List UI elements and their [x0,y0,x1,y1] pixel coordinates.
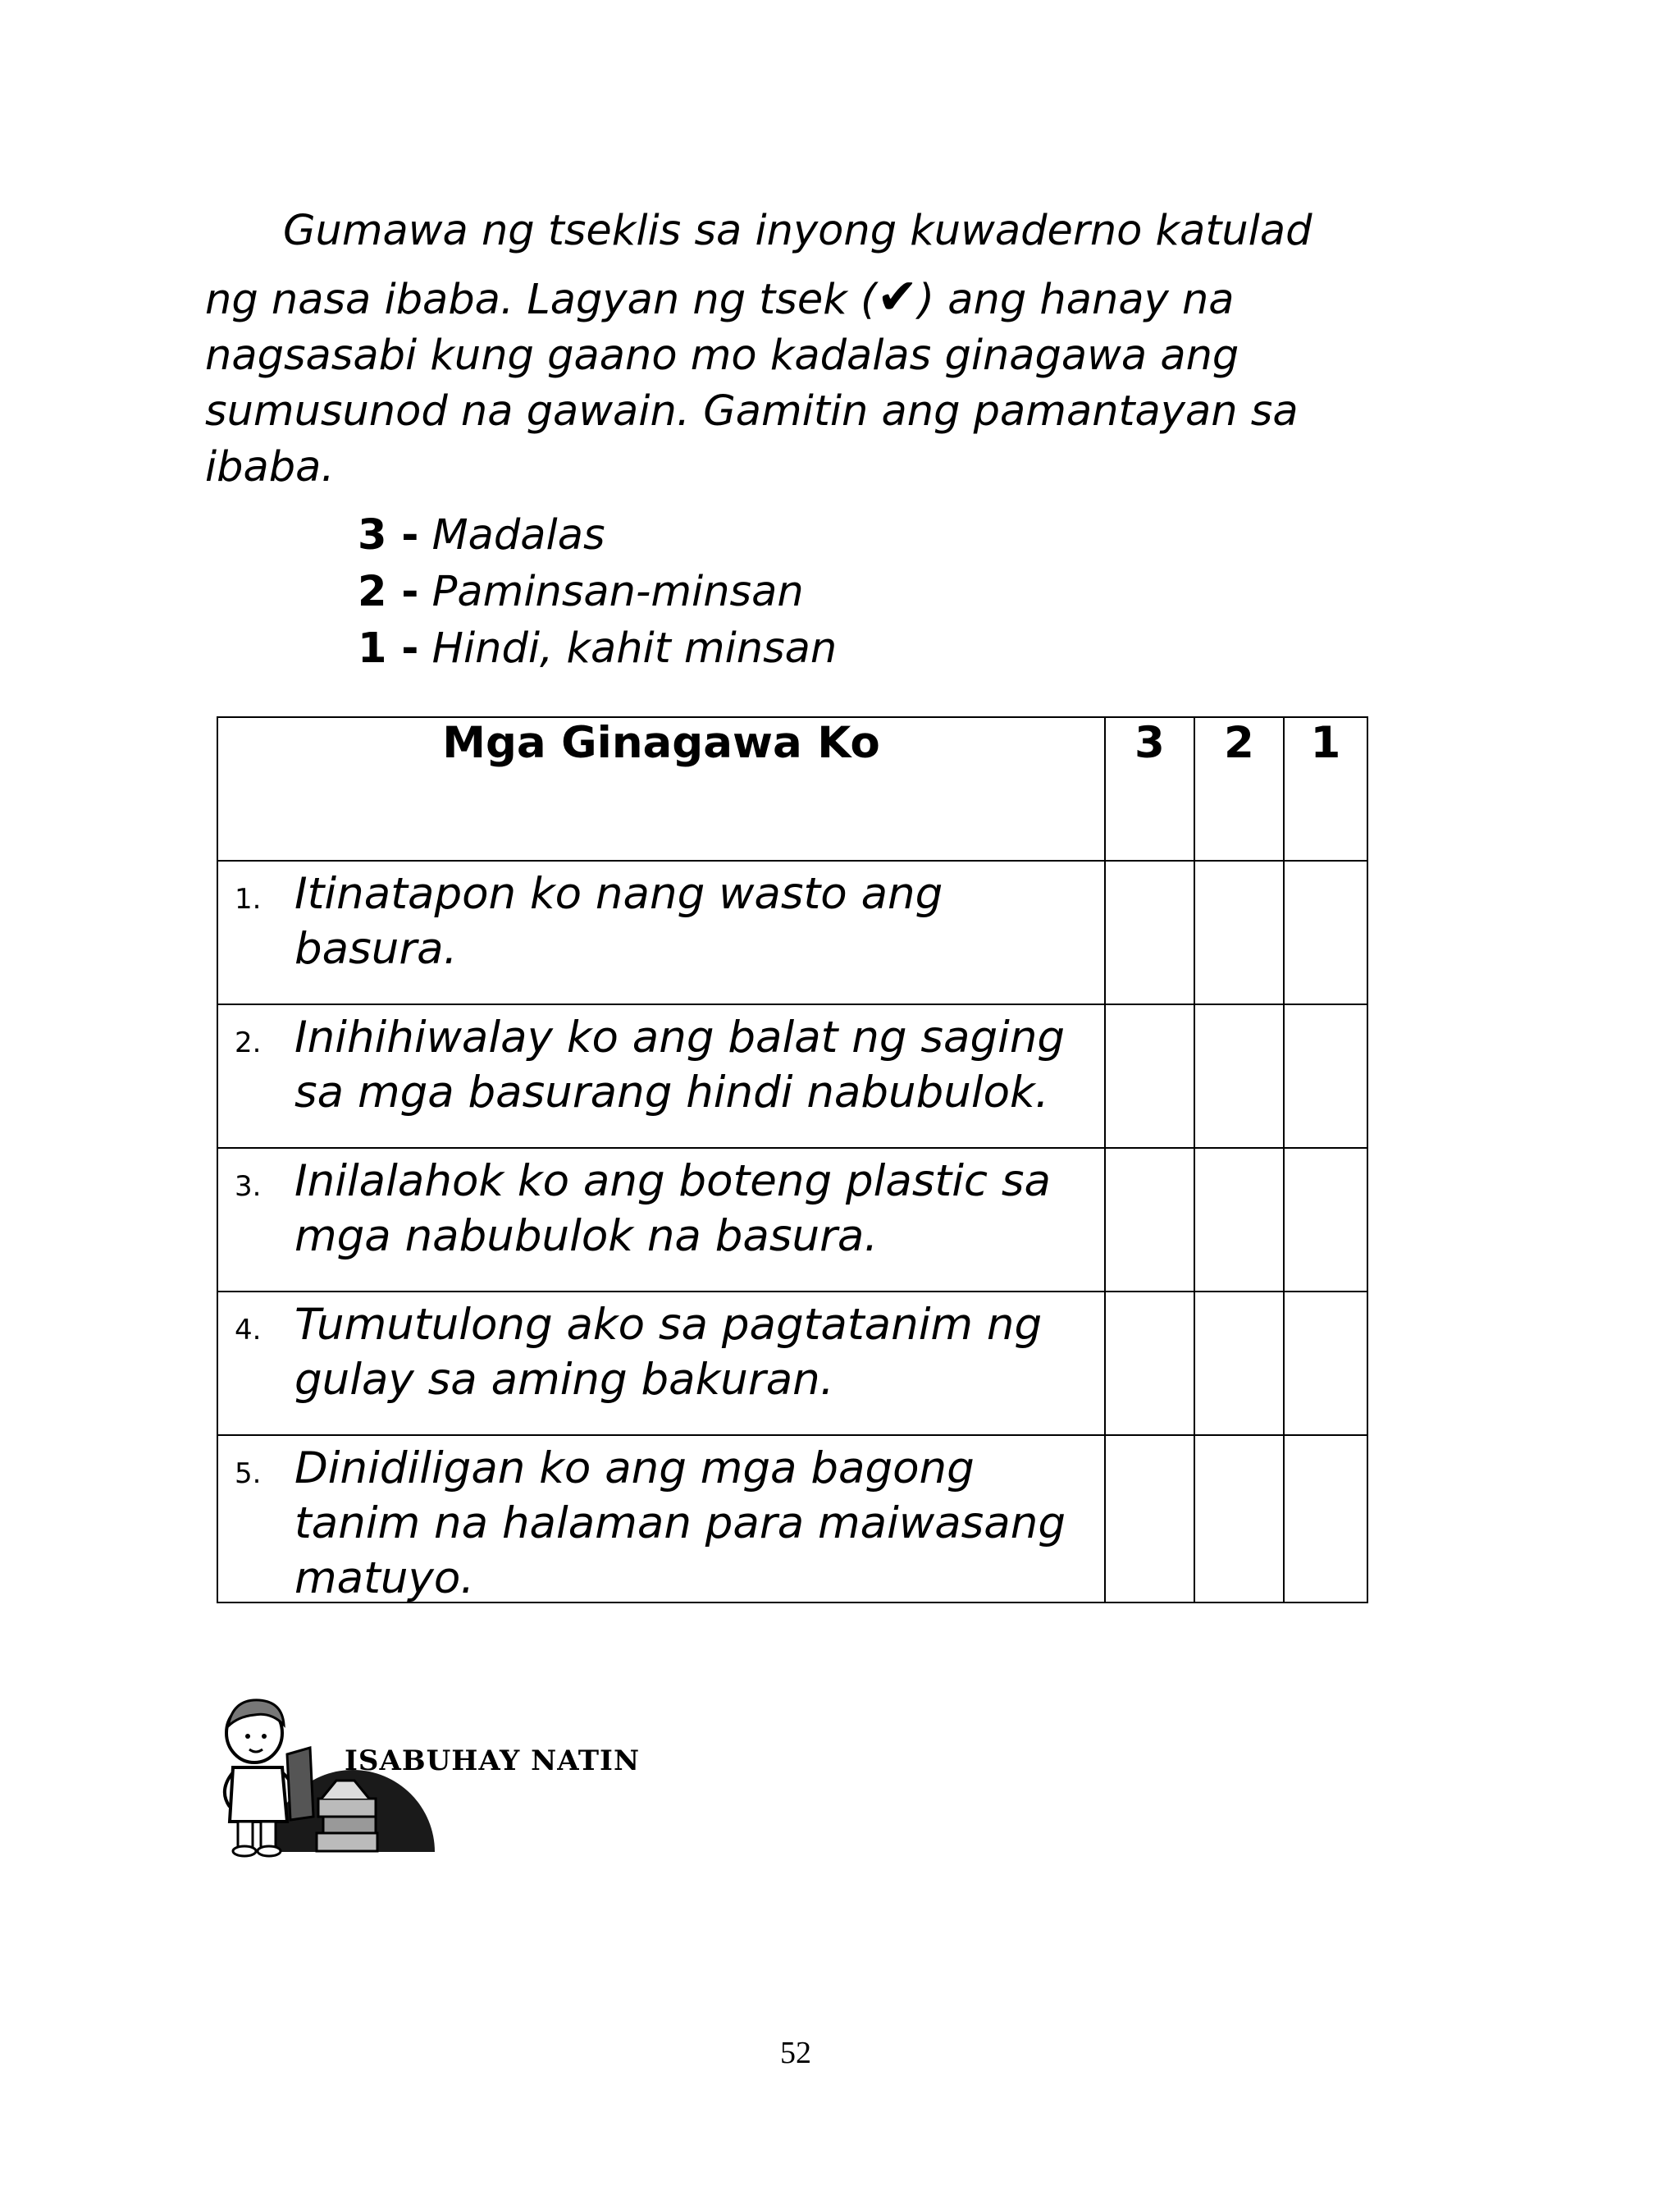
header-2: 2 [1194,717,1284,861]
scale-number: 2 - [358,568,419,616]
task-text: Inihihiwalay ko ang balat ng saging sa mga basurang hindi nabubulok. [294,1013,1066,1118]
table-row [217,1004,1367,1148]
instructions-line-2 [205,269,1395,328]
task-number: 5. [235,1457,262,1490]
task-text: Inilalahok ko ang boteng plastic sa mga nabubulok na basura. [294,1156,1052,1261]
task-cell [217,1004,1105,1148]
instructions-line-4: sumusunod na gawain. Gamitin ang pamantayan sa [205,387,1299,436]
scale-number: 1 - [358,624,419,673]
rating-cell-2[interactable] [1194,1004,1284,1148]
rating-cell-1[interactable] [1284,1435,1367,1602]
task-cell [217,1148,1105,1292]
task-number: 3. [235,1170,262,1203]
instructions-line-1: Gumawa ng tseklis sa inyong kuwaderno katulad [283,207,1312,255]
rating-cell-1[interactable] [1284,861,1367,1004]
task-text: Itinatapon ko nang wasto ang basura. [294,869,943,974]
task-number: 2. [235,1026,262,1059]
rating-cell-1[interactable] [1284,1292,1367,1435]
rating-cell-2[interactable] [1194,861,1284,1004]
section-title: ISABUHAY NATIN [345,1744,641,1777]
rating-cell-2[interactable] [1194,1148,1284,1292]
task-cell [217,861,1105,1004]
check-mark-icon: ✔ [876,268,919,326]
task-text: Dinidiligan ko ang mga bagong tanim na halaman para maiwasang matuyo. [294,1443,1066,1603]
scale-label: Hindi, kahit minsan [431,624,838,673]
scale-item-1 [358,620,837,677]
table-row [217,1435,1367,1602]
task-number: 4. [235,1314,262,1346]
instructions-line-3: nagsasabi kung gaano mo kadalas ginagawa ang [205,331,1239,380]
checklist-table [217,716,1368,1603]
scale-item-2 [358,564,837,620]
rating-scale [358,507,837,677]
scale-label: Madalas [431,511,605,560]
task-cell [217,1435,1105,1602]
rating-cell-2[interactable] [1194,1292,1284,1435]
header-3: 3 [1105,717,1194,861]
rating-cell-3[interactable] [1105,1004,1194,1148]
header-tasks: Mga Ginagawa Ko [217,717,1105,861]
table-header-row [217,717,1367,861]
instructions-line-2b: ) ang hanay na [918,276,1235,324]
instructions-line-2a: ng nasa ibaba. Lagyan ng tsek ( [205,276,877,324]
page-number: 52 [780,2036,811,2070]
table-row [217,1148,1367,1292]
scale-number: 3 - [358,511,419,560]
instructions-line-5: ibaba. [205,443,335,491]
rating-cell-3[interactable] [1105,861,1194,1004]
instructions-paragraph [205,203,1395,496]
task-cell [217,1292,1105,1435]
table-row [217,1292,1367,1435]
rating-cell-1[interactable] [1284,1148,1367,1292]
rating-cell-3[interactable] [1105,1148,1194,1292]
task-number: 1. [235,883,262,916]
rating-cell-3[interactable] [1105,1435,1194,1602]
rating-cell-2[interactable] [1194,1435,1284,1602]
table-row [217,861,1367,1004]
scale-label: Paminsan-minsan [431,568,804,616]
scale-item-3 [358,507,837,564]
header-1: 1 [1284,717,1367,861]
task-text: Tumutulong ako sa pagtatanim ng gulay sa aming bakuran. [294,1300,1043,1405]
rating-cell-3[interactable] [1105,1292,1194,1435]
rating-cell-1[interactable] [1284,1004,1367,1148]
